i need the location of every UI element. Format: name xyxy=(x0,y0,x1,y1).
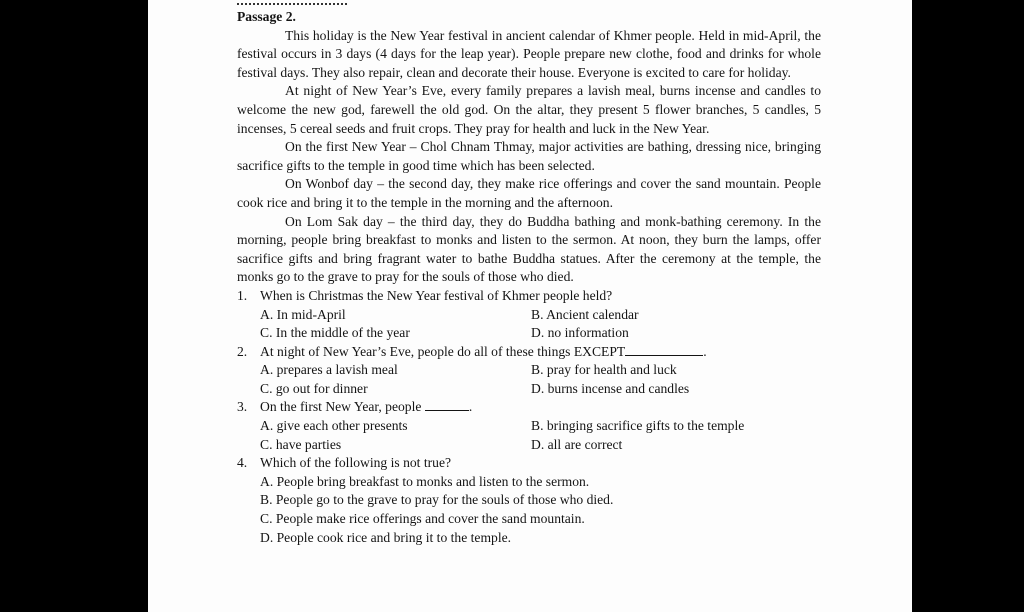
question-number: 1. xyxy=(237,287,248,303)
option-d[interactable]: D. People cook rice and bring it to the temple. xyxy=(260,529,512,545)
document-page xyxy=(148,0,912,612)
question-stem-end: . xyxy=(703,343,707,359)
option-d[interactable]: D. no information xyxy=(531,325,629,341)
option-d[interactable]: D. burns incense and candles xyxy=(531,380,690,396)
option-a[interactable]: A. prepares a lavish meal xyxy=(260,362,398,378)
question-4 xyxy=(237,454,821,547)
answer-options xyxy=(260,361,821,398)
question-stem-wrap xyxy=(260,343,821,362)
option-a[interactable]: A. In mid-April xyxy=(260,306,346,322)
option-b[interactable]: B. Ancient calendar xyxy=(531,306,639,322)
option-c[interactable]: C. In the middle of the year xyxy=(260,325,410,341)
question-number: 3. xyxy=(237,399,248,415)
question-number: 4. xyxy=(237,455,248,471)
passage-body xyxy=(237,27,821,287)
answer-options xyxy=(260,473,821,547)
option-c[interactable]: C. People make rice offerings and cover the sand mountain. xyxy=(260,511,585,527)
question-stem-end: . xyxy=(468,399,473,415)
option-a[interactable]: A. People bring breakfast to monks and listen to the sermon. xyxy=(260,473,590,489)
option-b[interactable]: B. pray for health and luck xyxy=(531,362,677,378)
question-1 xyxy=(237,287,821,343)
option-c[interactable]: C. go out for dinner xyxy=(260,380,368,396)
option-a[interactable]: A. give each other presents xyxy=(260,418,408,434)
passage-paragraph-1: This holiday is the New Year festival in ancient calendar of Khmer people. Held in mid-April, the festival occurs in 3 days (4 days for the leap year). People prepare new clothe, food and drinks for whole festival days. They also repair, clean and decorate their house. Everyone is excited to care for holiday. xyxy=(237,27,821,80)
answer-blank xyxy=(625,343,703,356)
passage-paragraph-3: On the first New Year – Chol Chnam Thmay, major activities are bathing, dressing nice, bringing sacrifice gifts to the temple in good time which has been selected. xyxy=(237,139,821,173)
question-stem: When is Christmas the New Year festival of Khmer people held? xyxy=(260,287,613,303)
answer-options xyxy=(260,417,821,454)
question-2 xyxy=(237,343,821,399)
question-stem: At night of New Year’s Eve, people do all of these things EXCEPT xyxy=(260,343,626,359)
answer-blank xyxy=(425,398,469,411)
cropped-previous-line xyxy=(237,2,821,6)
option-b[interactable]: B. bringing sacrifice gifts to the temple xyxy=(531,418,745,434)
answer-options xyxy=(260,306,821,343)
option-d[interactable]: D. all are correct xyxy=(531,436,623,452)
question-stem-wrap xyxy=(260,398,821,417)
question-stem: On the first New Year, people xyxy=(260,399,422,415)
option-b[interactable]: B. People go to the grave to pray for the souls of those who died. xyxy=(260,492,614,508)
question-stem: Which of the following is not true? xyxy=(260,455,452,471)
passage-paragraph-2: At night of New Year’s Eve, every family prepares a lavish meal, burns incense and candles to welcome the new god, farewell the old god. On the altar, they present 5 flower branches, 5 candles, 5 incenses, 5 cereal seeds and fruit crops. They pray for health and luck in the New Year. xyxy=(237,83,821,136)
question-number: 2. xyxy=(237,343,248,359)
passage-paragraph-4: On Wonbof day – the second day, they make rice offerings and cover the sand mountain. People cook rice and bring it to the temple in the morning and the afternoon. xyxy=(237,176,821,210)
option-c[interactable]: C. have parties xyxy=(260,436,342,452)
passage-paragraph-5: On Lom Sak day – the third day, they do Buddha bathing and monk-bathing ceremony. In the morning, people bring breakfast to monks and listen to the sermon. At noon, they burn the lamps, offer sacrifice gifts and bring fragrant water to bathe Buddha statues. After the ceremony at the temple, the monks go to the grave to pray for the souls of those who died. xyxy=(237,213,821,285)
worksheet xyxy=(237,2,821,547)
question-3 xyxy=(237,398,821,454)
passage-title: Passage 2. xyxy=(237,9,296,24)
